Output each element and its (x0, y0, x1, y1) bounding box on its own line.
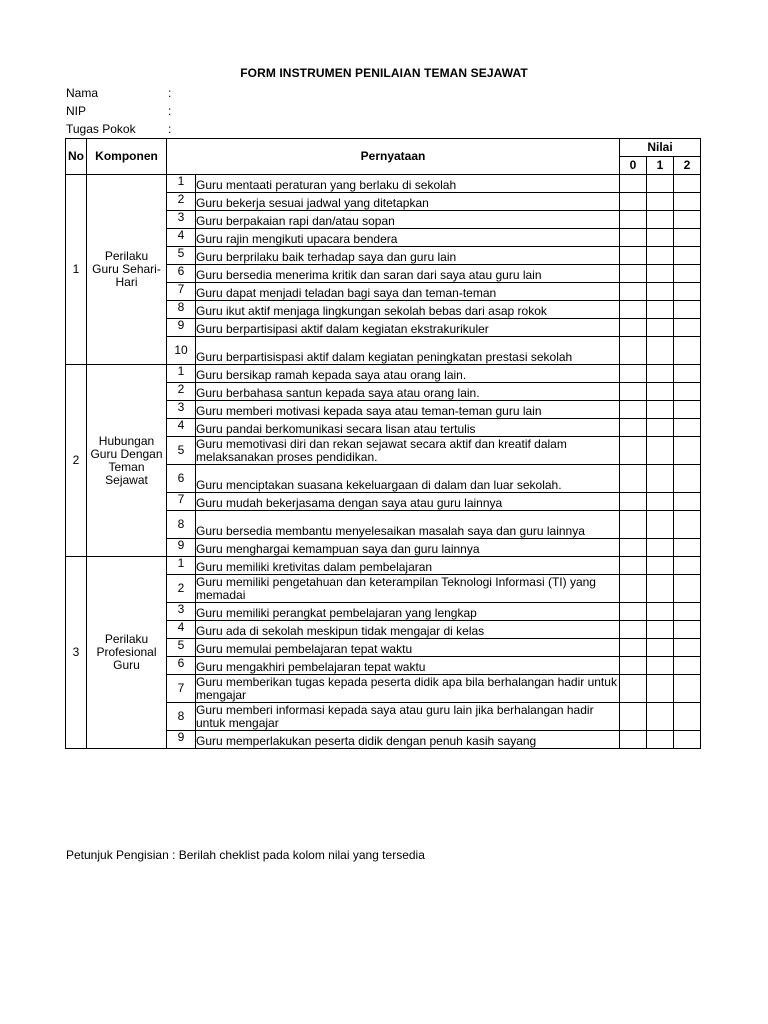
item-number: 1 (167, 365, 196, 383)
nilai-checkbox-0[interactable] (620, 731, 647, 749)
nilai-checkbox-2[interactable] (674, 265, 701, 283)
nilai-checkbox-0[interactable] (620, 175, 647, 193)
nilai-checkbox-2[interactable] (674, 229, 701, 247)
item-statement: Guru pandai berkomunikasi secara lisan atau tertulis (196, 419, 620, 437)
item-number: 8 (167, 511, 196, 539)
header-nilai-2: 2 (674, 157, 701, 175)
nilai-checkbox-1[interactable] (647, 301, 674, 319)
nilai-checkbox-2[interactable] (674, 657, 701, 675)
item-number: 4 (167, 229, 196, 247)
field-separator: : (168, 122, 172, 136)
item-statement: Guru mentaati peraturan yang berlaku di sekolah (196, 175, 620, 193)
item-statement: Guru bersedia menerima kritik dan saran dari saya atau guru lain (196, 265, 620, 283)
nilai-checkbox-2[interactable] (674, 557, 701, 575)
item-number: 7 (167, 675, 196, 703)
item-statement: Guru bekerja sesuai jadwal yang ditetapkan (196, 193, 620, 211)
item-statement: Guru rajin mengikuti upacara bendera (196, 229, 620, 247)
nilai-checkbox-0[interactable] (620, 301, 647, 319)
header-pernyataan: Pernyataan (167, 139, 620, 175)
nilai-checkbox-0[interactable] (620, 621, 647, 639)
nilai-checkbox-1[interactable] (647, 511, 674, 539)
nilai-checkbox-0[interactable] (620, 319, 647, 337)
nilai-checkbox-1[interactable] (647, 539, 674, 557)
item-statement: Guru memiliki pengetahuan dan keterampilan Teknologi Informasi (TI) yang memadai (196, 575, 620, 603)
nilai-checkbox-1[interactable] (647, 603, 674, 621)
item-statement: Guru ikut aktif menjaga lingkungan sekolah bebas dari asap rokok (196, 301, 620, 319)
item-number: 5 (167, 437, 196, 465)
field-tugas-pokok (66, 122, 171, 136)
filling-instructions: Petunjuk Pengisian : Berilah cheklist pada kolom nilai yang tersedia (66, 848, 425, 862)
nilai-checkbox-2[interactable] (674, 493, 701, 511)
nilai-checkbox-1[interactable] (647, 211, 674, 229)
item-statement: Guru memberi motivasi kepada saya atau teman-teman guru lain (196, 401, 620, 419)
item-statement: Guru berpartisipasi aktif dalam kegiatan ekstrakurikuler (196, 319, 620, 337)
nilai-checkbox-0[interactable] (620, 211, 647, 229)
item-statement: Guru menciptakan suasana kekeluargaan di dalam dan luar sekolah. (196, 465, 620, 493)
nilai-checkbox-0[interactable] (620, 493, 647, 511)
item-statement: Guru memiliki perangkat pembelajaran yang lengkap (196, 603, 620, 621)
nilai-checkbox-0[interactable] (620, 437, 647, 465)
item-number: 4 (167, 419, 196, 437)
item-statement: Guru ada di sekolah meskipun tidak mengajar di kelas (196, 621, 620, 639)
nilai-checkbox-0[interactable] (620, 675, 647, 703)
table-row (66, 557, 701, 575)
header-nilai-1: 1 (647, 157, 674, 175)
item-number: 7 (167, 283, 196, 301)
item-statement: Guru bersikap ramah kepada saya atau orang lain. (196, 365, 620, 383)
table-row (66, 175, 701, 193)
item-number: 5 (167, 639, 196, 657)
nilai-checkbox-1[interactable] (647, 575, 674, 603)
nilai-checkbox-2[interactable] (674, 193, 701, 211)
item-number: 5 (167, 247, 196, 265)
nilai-checkbox-0[interactable] (620, 365, 647, 383)
field-label: Tugas Pokok (66, 122, 136, 136)
nilai-checkbox-1[interactable] (647, 193, 674, 211)
item-statement: Guru memiliki kretivitas dalam pembelajaran (196, 557, 620, 575)
item-number: 9 (167, 539, 196, 557)
item-number: 3 (167, 401, 196, 419)
nilai-checkbox-2[interactable] (674, 539, 701, 557)
nilai-checkbox-2[interactable] (674, 603, 701, 621)
nilai-checkbox-0[interactable] (620, 401, 647, 419)
nilai-checkbox-1[interactable] (647, 731, 674, 749)
header-komponen: Komponen (87, 139, 167, 175)
item-number: 2 (167, 193, 196, 211)
nilai-checkbox-0[interactable] (620, 283, 647, 301)
item-number: 1 (167, 557, 196, 575)
nilai-checkbox-0[interactable] (620, 265, 647, 283)
form-title: FORM INSTRUMEN PENILAIAN TEMAN SEJAWAT (240, 66, 528, 80)
nilai-checkbox-2[interactable] (674, 337, 701, 365)
item-statement: Guru berpartisispasi aktif dalam kegiatan peningkatan prestasi sekolah (196, 337, 620, 365)
item-number: 6 (167, 657, 196, 675)
group-number: 1 (66, 175, 87, 365)
field-nama (66, 86, 171, 100)
field-label: NIP (66, 104, 87, 118)
group-number: 3 (66, 557, 87, 749)
nilai-checkbox-1[interactable] (647, 337, 674, 365)
nilai-checkbox-0[interactable] (620, 703, 647, 731)
nilai-checkbox-1[interactable] (647, 621, 674, 639)
nilai-checkbox-2[interactable] (674, 437, 701, 465)
item-statement: Guru berprilaku baik terhadap saya dan guru lain (196, 247, 620, 265)
field-separator: : (168, 86, 172, 100)
item-number: 7 (167, 493, 196, 511)
nilai-checkbox-2[interactable] (674, 419, 701, 437)
nilai-checkbox-1[interactable] (647, 265, 674, 283)
item-number: 2 (167, 383, 196, 401)
item-statement: Guru memberi informasi kepada saya atau guru lain jika berhalangan hadir untuk mengajar (196, 703, 620, 731)
table-row (66, 365, 701, 383)
nilai-checkbox-0[interactable] (620, 465, 647, 493)
item-statement: Guru menghargai kemampuan saya dan guru lainnya (196, 539, 620, 557)
group-komponen: Hubungan Guru Dengan Teman Sejawat (87, 365, 167, 557)
item-statement: Guru berpakaian rapi dan/atau sopan (196, 211, 620, 229)
assessment-table (65, 138, 701, 749)
nilai-checkbox-0[interactable] (620, 575, 647, 603)
nilai-checkbox-0[interactable] (620, 603, 647, 621)
nilai-checkbox-1[interactable] (647, 465, 674, 493)
nilai-checkbox-2[interactable] (674, 575, 701, 603)
nilai-checkbox-0[interactable] (620, 383, 647, 401)
field-nip (66, 104, 171, 118)
item-number: 3 (167, 211, 196, 229)
item-number: 4 (167, 621, 196, 639)
nilai-checkbox-2[interactable] (674, 283, 701, 301)
item-number: 1 (167, 175, 196, 193)
nilai-checkbox-1[interactable] (647, 175, 674, 193)
nilai-checkbox-1[interactable] (647, 419, 674, 437)
table-body (66, 175, 701, 749)
header-no: No (66, 139, 87, 175)
nilai-checkbox-2[interactable] (674, 175, 701, 193)
nilai-checkbox-0[interactable] (620, 229, 647, 247)
header-nilai-0: 0 (620, 157, 647, 175)
nilai-checkbox-1[interactable] (647, 247, 674, 265)
nilai-checkbox-1[interactable] (647, 229, 674, 247)
nilai-checkbox-0[interactable] (620, 511, 647, 539)
item-statement: Guru berbahasa santun kepada saya atau orang lain. (196, 383, 620, 401)
item-number: 8 (167, 703, 196, 731)
header-nilai: Nilai (620, 139, 701, 157)
nilai-checkbox-0[interactable] (620, 419, 647, 437)
nilai-checkbox-1[interactable] (647, 675, 674, 703)
nilai-checkbox-1[interactable] (647, 657, 674, 675)
nilai-checkbox-2[interactable] (674, 365, 701, 383)
nilai-checkbox-1[interactable] (647, 639, 674, 657)
nilai-checkbox-0[interactable] (620, 247, 647, 265)
nilai-checkbox-0[interactable] (620, 193, 647, 211)
nilai-checkbox-1[interactable] (647, 283, 674, 301)
nilai-checkbox-2[interactable] (674, 247, 701, 265)
nilai-checkbox-0[interactable] (620, 657, 647, 675)
nilai-checkbox-1[interactable] (647, 319, 674, 337)
nilai-checkbox-2[interactable] (674, 401, 701, 419)
nilai-checkbox-2[interactable] (674, 731, 701, 749)
nilai-checkbox-1[interactable] (647, 493, 674, 511)
item-statement: Guru mengakhiri pembelajaran tepat waktu (196, 657, 620, 675)
item-statement: Guru memotivasi diri dan rekan sejawat secara aktif dan kreatif dalam melaksanakan proses pendidikan. (196, 437, 620, 465)
nilai-checkbox-0[interactable] (620, 557, 647, 575)
item-statement: Guru memberikan tugas kepada peserta didik apa bila berhalangan hadir untuk mengajar (196, 675, 620, 703)
nilai-checkbox-2[interactable] (674, 383, 701, 401)
nilai-checkbox-0[interactable] (620, 639, 647, 657)
item-number: 10 (167, 337, 196, 365)
group-number: 2 (66, 365, 87, 557)
nilai-checkbox-1[interactable] (647, 383, 674, 401)
nilai-checkbox-2[interactable] (674, 319, 701, 337)
item-number: 3 (167, 603, 196, 621)
item-statement: Guru memperlakukan peserta didik dengan penuh kasih sayang (196, 731, 620, 749)
item-statement: Guru memulai pembelajaran tepat waktu (196, 639, 620, 657)
nilai-checkbox-2[interactable] (674, 675, 701, 703)
item-statement: Guru bersedia membantu menyelesaikan masalah saya dan guru lainnya (196, 511, 620, 539)
item-number: 9 (167, 319, 196, 337)
nilai-checkbox-2[interactable] (674, 639, 701, 657)
item-statement: Guru mudah bekerjasama dengan saya atau guru lainnya (196, 493, 620, 511)
item-statement: Guru dapat menjadi teladan bagi saya dan teman-teman (196, 283, 620, 301)
group-komponen: Perilaku Profesional Guru (87, 557, 167, 749)
item-number: 2 (167, 575, 196, 603)
nilai-checkbox-2[interactable] (674, 621, 701, 639)
nilai-checkbox-0[interactable] (620, 539, 647, 557)
item-number: 6 (167, 465, 196, 493)
field-label: Nama (66, 86, 99, 100)
item-number: 9 (167, 731, 196, 749)
nilai-checkbox-2[interactable] (674, 301, 701, 319)
item-number: 6 (167, 265, 196, 283)
nilai-checkbox-2[interactable] (674, 511, 701, 539)
nilai-checkbox-2[interactable] (674, 211, 701, 229)
nilai-checkbox-1[interactable] (647, 703, 674, 731)
nilai-checkbox-2[interactable] (674, 703, 701, 731)
nilai-checkbox-2[interactable] (674, 465, 701, 493)
nilai-checkbox-1[interactable] (647, 401, 674, 419)
nilai-checkbox-0[interactable] (620, 337, 647, 365)
item-number: 8 (167, 301, 196, 319)
nilai-checkbox-1[interactable] (647, 557, 674, 575)
nilai-checkbox-1[interactable] (647, 365, 674, 383)
nilai-checkbox-1[interactable] (647, 437, 674, 465)
group-komponen: Perilaku Guru Sehari-Hari (87, 175, 167, 365)
field-separator: : (168, 104, 172, 118)
